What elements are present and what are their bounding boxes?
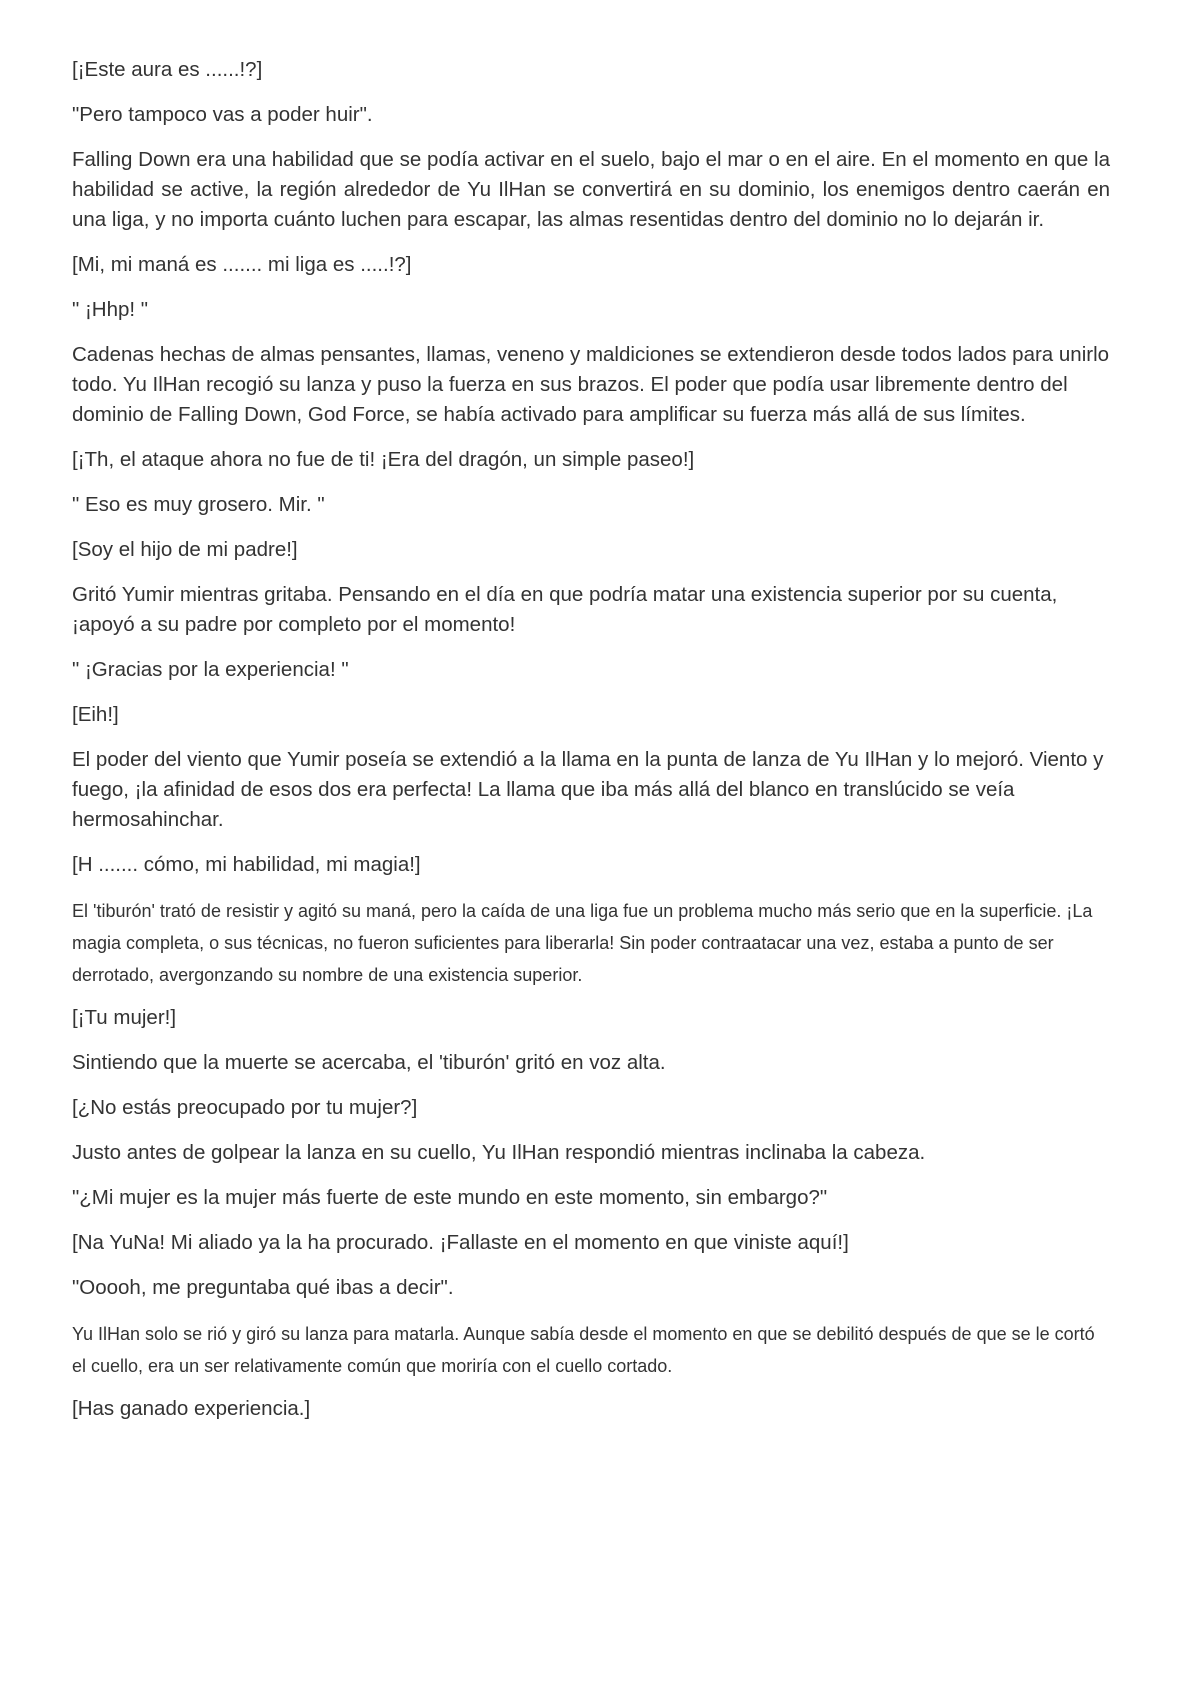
paragraph-10: Gritó Yumir mientras gritaba. Pensando en el día en que podría matar una existencia superior por su cuenta, ¡apoyó a su padre por completo por el momento!: [72, 583, 1058, 636]
paragraph-6: Cadenas hechas de almas pensantes, llamas, veneno y maldiciones se extendieron desde todos lados para unirlo todo. Yu IlHan recogió su lanza y puso la fuerza en sus brazos. El poder que podía usar libremente dentro del dominio de Falling Down, God Force, se había activado para amplificar su fuerza más allá de sus límites.: [72, 343, 1110, 426]
paragraph-8: " Eso es muy grosero. Mir. ": [72, 493, 325, 516]
paragraph-15: El 'tiburón' trató de resistir y agitó su maná, pero la caída de una liga fue un problema mucho más serio que en la superficie. ¡La magia completa, o sus técnicas, no fueron suficientes para liberarla! Sin poder contraatacar una vez, estaba a punto de ser derrotado, avergonzando su nombre de una existencia superior.: [72, 901, 1093, 985]
paragraph-19: Justo antes de golpear la lanza en su cuello, Yu IlHan respondió mientras inclinaba la cabeza.: [72, 1141, 926, 1164]
paragraph-14: [H ....... cómo, mi habilidad, mi magia!]: [72, 853, 421, 876]
paragraph-7: [¡Th, el ataque ahora no fue de ti! ¡Era del dragón, un simple paseo!]: [72, 448, 695, 471]
paragraph-22: "Ooooh, me preguntaba qué ibas a decir".: [72, 1276, 454, 1299]
paragraph-5: " ¡Hhp! ": [72, 298, 149, 321]
paragraph-13: El poder del viento que Yumir poseía se extendió a la llama en la punta de lanza de Yu IlHan y lo mejoró. Viento y fuego, ¡la afinidad de esos dos era perfecta! La llama que iba más allá del blanco en translúcido se veía hermosahinchar.: [72, 748, 1104, 831]
paragraph-4: [Mi, mi maná es ....... mi liga es .....!?]: [72, 253, 412, 276]
paragraph-9: [Soy el hijo de mi padre!]: [72, 538, 298, 561]
paragraph-2: "Pero tampoco vas a poder huir".: [72, 103, 373, 126]
paragraph-16: [¡Tu mujer!]: [72, 1006, 177, 1029]
paragraph-18: [¿No estás preocupado por tu mujer?]: [72, 1096, 418, 1119]
paragraph-1: [¡Este aura es ......!?]: [72, 58, 263, 81]
paragraph-21: [Na YuNa! Mi aliado ya la ha procurado. ¡Fallaste en el momento en que viniste aquí!]: [72, 1231, 849, 1254]
paragraph-17: Sintiendo que la muerte se acercaba, el 'tiburón' gritó en voz alta.: [72, 1051, 666, 1074]
paragraph-11: " ¡Gracias por la experiencia! ": [72, 658, 349, 681]
paragraph-20: "¿Mi mujer es la mujer más fuerte de este mundo en este momento, sin embargo?": [72, 1186, 828, 1209]
paragraph-23: Yu IlHan solo se rió y giró su lanza para matarla. Aunque sabía desde el momento en que se debilitó después de que se le cortó el cuello, era un ser relativamente común que moriría con el cuello cortado.: [72, 1324, 1095, 1376]
paragraph-24: [Has ganado experiencia.]: [72, 1397, 311, 1420]
document-page: [72, 55, 1110, 1439]
paragraph-3: Falling Down era una habilidad que se podía activar en el suelo, bajo el mar o en el aire. En el momento en que la habilidad se active, la región alrededor de Yu IlHan se convertirá en su dominio, los enemigos dentro caerán en una liga, y no importa cuánto luchen para escapar, las almas resentidas dentro del dominio no lo dejarán ir.: [72, 148, 1110, 231]
paragraph-12: [Eih!]: [72, 703, 119, 726]
